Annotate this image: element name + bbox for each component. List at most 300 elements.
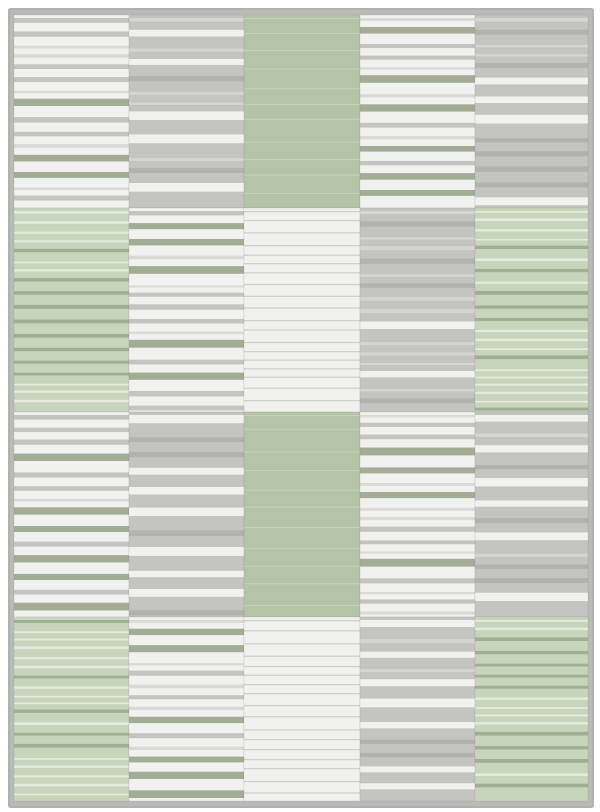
panel-stripe [360,161,475,165]
panel-stripe [129,168,244,173]
panel-stripe [14,686,129,688]
panel-stripe [14,710,129,713]
panel-stripe [475,565,588,569]
panel-stripe [475,465,588,469]
panel-stripe [14,744,129,748]
panel-stripe [360,173,475,180]
panel-stripe [129,30,244,37]
panel-stripe [14,334,129,338]
panel-stripe [475,229,588,232]
panel-stripe [360,136,475,139]
panel-stripe [129,256,244,260]
panel-stripe [244,296,360,297]
panel-stripe [14,631,129,633]
panel-stripe [14,172,129,178]
panel-stripe [360,766,475,772]
panel-stripe [14,722,129,725]
panel-stripe [129,391,244,397]
panel-stripe [244,377,360,378]
panel-stripe [475,115,588,124]
panel-stripe [14,639,129,641]
panel-stripe [475,714,588,716]
panel-stripe [129,695,244,699]
panel-stripe [129,134,244,143]
panel-stripe [475,478,588,486]
panel-stripe [360,448,475,456]
panel-sage-stripe [14,208,129,412]
panel-stripe [244,368,360,369]
panel-stripe [475,291,588,295]
panel-stripe [475,30,588,35]
panel-stripe [475,501,588,507]
panel-stripe [360,246,475,250]
panel-stripe [360,123,475,128]
panel-stripe [244,307,360,308]
panel-stripe [244,342,360,343]
panel-stripe [475,408,588,411]
panel-stripe [244,272,360,273]
panel-stripe [14,507,129,514]
panel-stripe [129,406,244,411]
panel-stripe [244,630,360,631]
panel-stripe [475,664,588,667]
panel-stripe [14,46,129,49]
panel-stripe [129,103,244,105]
panel-stripe [475,675,588,678]
panel-stripe [360,94,475,97]
panel-stripe [244,452,360,453]
panel-stripe [360,592,475,594]
panel-stripe [14,348,129,351]
panel-stripe [129,620,244,623]
panel-stripe [475,532,588,540]
panel-stripe [360,699,475,708]
panel-stripe [360,322,475,330]
panel-stripe [244,548,360,549]
panel-stripe [244,50,360,51]
panel-ivory-stripe [14,15,129,208]
panel-stripe [14,620,129,623]
panel-stripe [475,746,588,749]
panel-stripe [14,440,129,445]
panel-stripe [14,155,129,162]
panel-stripe [14,526,129,532]
panel-stripe [360,56,475,60]
panel-stripe [475,392,588,394]
panel-stripe [360,753,475,757]
panel-stripe [244,656,360,657]
panel-stripe [360,578,475,583]
panel-stripe [475,445,588,452]
panel-stripe [475,182,588,187]
panel-stripe [360,104,475,111]
panel-stripe [14,486,129,491]
panel-stripe [244,142,360,143]
panel-stripe [14,400,129,402]
panel-stripe [129,452,244,458]
panel-stripe [14,555,129,562]
panel-stripe [475,348,588,350]
panel-stripe [244,320,360,321]
panel-stripe [475,211,588,213]
panel-stripe [244,69,360,70]
panel-stripe [475,651,588,654]
panel-stripe [129,293,244,297]
panel-stripe [129,158,244,161]
panel-stripe [244,104,360,105]
panel-stripe [475,773,588,776]
panel-stripe [244,360,360,361]
panel-stripe [14,221,129,224]
panel-stripe [14,472,129,477]
panel-stripe [244,605,360,606]
panel-stripe [129,571,244,577]
panel-stripe [475,239,588,241]
panel-stripe [129,645,244,652]
panel-stripe [360,527,475,532]
panel-stripe [360,669,475,672]
panel-stripe [244,232,360,233]
panel-sage [244,412,360,617]
panel-stripe [244,88,360,89]
panel-ivory-stripe [129,208,244,412]
panel-stripe [475,138,588,142]
panel-stripe [244,716,360,717]
panel-stripe [475,282,588,284]
panel-stripe [129,266,244,274]
panel-stripe [129,18,244,22]
panel-stripe [475,18,588,22]
panel-stripe [129,332,244,335]
panel-stripe [360,237,475,239]
panel-stripe [475,578,588,583]
panel-stripe [129,304,244,310]
panel-stripe [14,391,129,393]
panel-stripe [14,188,129,191]
panel-stripe [360,508,475,511]
panel-stripe [360,211,475,214]
panel-stripe [129,547,244,556]
panel-stripe [14,320,129,324]
panel-stripe [244,400,360,401]
panel-stripe [14,676,129,679]
panel-stripe [14,703,129,705]
panel-stripe [244,33,360,34]
panel-stripe [129,757,244,763]
panel-stripe [129,487,244,495]
panel-stripe [475,593,588,601]
panel-grey-stripe [475,412,588,617]
panel-stripe [244,693,360,694]
panel-stripe [244,255,360,256]
panel-stripe [360,435,475,440]
panel-stripe [475,197,588,205]
panel-stripe [14,91,129,94]
panel-stripe [244,620,360,621]
panel-ivory-fine [244,208,360,412]
panel-stripe [14,132,129,137]
panel-stripe [360,342,475,345]
panel-stripe [129,733,244,738]
panel-stripe [475,759,588,763]
panel-stripe [14,64,129,69]
panel-stripe [244,705,360,706]
panel-stripe [244,429,360,430]
panel-stripe [475,401,588,403]
panel-stripe [129,59,244,65]
panel-stripe [14,765,129,768]
panel-stripe [14,646,129,649]
panel-stripe [129,437,244,442]
panel-stripe [244,18,360,19]
panel-stripe [129,360,244,365]
panel-stripe [475,784,588,788]
panel-stripe [244,781,360,782]
panel-stripe [244,119,360,120]
panel-stripe [14,211,129,214]
panel-stripe [475,369,588,371]
panel-stripe [244,675,360,676]
panel-stripe [14,542,129,547]
panel-stripe [360,415,475,417]
panel-stripe [244,470,360,471]
panel-stripe [475,355,588,359]
panel-stripe [14,291,129,295]
panel-stripe [360,221,475,227]
panel-stripe [475,218,588,221]
panel-stripe [475,151,588,156]
panel-stripe [475,722,588,724]
panel-stripe [244,263,360,264]
panel-stripe [360,146,475,152]
panel-stripe [360,398,475,403]
panel-grey-stripe [475,15,588,208]
panel-stripe [129,223,244,229]
panel-stripe [244,507,360,508]
panel-stripe [475,697,588,700]
panel-stripe [129,772,244,779]
panel-stripe [475,434,588,438]
panel-stripe [244,583,360,584]
panel-stripe [244,193,360,194]
panel-stripe [129,340,244,348]
panel-stripe [360,18,475,21]
panel-stripe [475,63,588,68]
panel-stripe [360,467,475,473]
panel-stripe [360,363,475,365]
panel-stripe [129,671,244,676]
panel-stripe [475,318,588,321]
panel-stripe [475,305,588,308]
panel-stripe [244,159,360,160]
panel-stripe [475,78,588,85]
panel-stripe [129,183,244,192]
panel-stripe [14,733,129,736]
panel-stripe [129,610,244,615]
panel-stripe [129,747,244,750]
panel-stripe [360,75,475,83]
panel-stripe [244,566,360,567]
panel-stripe [475,246,588,249]
panel-stripe [14,54,129,58]
panel-ivory-stripe [360,412,475,617]
panel-stripe [129,589,244,597]
panel-stripe [14,775,129,777]
panel-stripe [14,657,129,659]
panel-stripe [129,468,244,475]
panel-stripe [475,518,588,523]
panel-stripe [14,31,129,36]
panel-stripe [14,99,129,106]
panel-stripe [14,794,129,796]
panel-stripe [129,286,244,288]
panel-stripe [14,18,129,23]
panel-stripe [14,384,129,386]
panel-stripe [244,329,360,330]
panel-stripe [244,643,360,644]
panel-stripe [129,211,244,215]
panel-stripe [14,305,129,309]
panel-stripe [244,351,360,352]
panel-stripe [244,415,360,416]
panel-stripe [14,196,129,201]
panel-stripe [475,686,588,689]
panel-stripe [360,540,475,544]
panel-stripe [14,428,129,432]
panel-stripe [14,590,129,595]
panel-stripe [244,768,360,769]
panel-stripe [244,759,360,760]
panel-stripe [360,27,475,34]
panel-stripe [475,415,588,422]
panel-stripe [14,240,129,242]
panel-stripe [129,373,244,380]
panel-stripe [475,384,588,386]
panel-stripe [475,166,588,172]
panel-stripe [360,259,475,264]
panel-stripe [14,696,129,698]
panel-stripe [14,77,129,82]
panel-stripe [244,490,360,491]
panel-stripe [14,249,129,252]
panel-stripe [244,388,360,389]
panel-stripe [14,144,129,148]
panel-stripe [360,740,475,744]
panel-sage [244,15,360,208]
panel-stripe [14,232,129,234]
panel-stripe [129,663,244,665]
panel-stripe [129,319,244,324]
panel-stripe [244,749,360,750]
panel-stripe [14,361,129,364]
panel-stripe [360,190,475,196]
panel-stripe [360,783,475,789]
panel-stripe [475,339,588,341]
panel-stripe [244,792,360,793]
panel-stripe [129,717,244,723]
panel-stripe [14,758,129,760]
panel-stripe [360,559,475,567]
panel-stripe [360,552,475,554]
panel-stripe [14,269,129,271]
panel-stripe [129,790,244,798]
panel-sage-stripe [475,208,588,412]
panel-stripe [129,92,244,95]
panel-stripe [129,508,244,516]
panel-stripe [14,574,129,580]
panel-stripe [475,97,588,104]
panel-stripe [475,330,588,332]
panel-stripe [14,373,129,376]
panel-stripe [475,554,588,557]
panel-stripe [475,377,588,379]
panel-stripe [244,220,360,221]
panel-stripe [360,722,475,728]
panel-stripe [360,652,475,658]
panel-stripe [14,666,129,669]
panel-stripe [360,639,475,643]
panel-stripe [475,45,588,48]
panel-stripe [244,284,360,285]
panel-sage-stripe [14,617,129,801]
panel-stripe [14,262,129,264]
panel-stripe [360,44,475,48]
panel-stripe [14,278,129,281]
panel-stripe [14,499,129,502]
panel-stripe [14,415,129,420]
panel-stripe [129,685,244,689]
panel-stripe [129,76,244,81]
panel-stripe [475,637,588,641]
panel-stripe [129,111,244,120]
panel-stripe [14,784,129,787]
panel-stripe [244,527,360,528]
panel-stripe [360,492,475,498]
panel-stripe [244,739,360,740]
panel-stripe [475,54,588,56]
panel-stripe [475,620,588,622]
panel-stripe [475,259,588,262]
panel-stripe [360,679,475,686]
panel-ivory-fine [244,617,360,801]
panel-stripe [360,67,475,70]
panel-stripe [360,620,475,627]
panel-stripe [360,483,475,486]
panel-stripe [129,629,244,635]
panel-stripe [244,211,360,212]
panel-stripe [14,454,129,461]
panel-stripe [360,283,475,288]
panel-stripe [360,371,475,377]
panel-stripe [244,175,360,176]
panel-stripe [244,684,360,685]
panel-stripe [244,245,360,246]
panel-stripe [360,309,475,313]
panel-stripe [360,517,475,520]
panel-stripe [475,628,588,631]
panel-stripe [475,732,588,736]
panel-stripe [129,415,244,423]
panel-stripe [129,707,244,710]
panel-grey-stripe [360,617,475,801]
panel-stripe [244,666,360,667]
panel-stripe [360,389,475,392]
panel-stripe [360,297,475,301]
panel-stripe [475,269,588,272]
panel-stripe [14,117,129,123]
panel-stripe [129,239,244,245]
panel-stripe [244,729,360,730]
